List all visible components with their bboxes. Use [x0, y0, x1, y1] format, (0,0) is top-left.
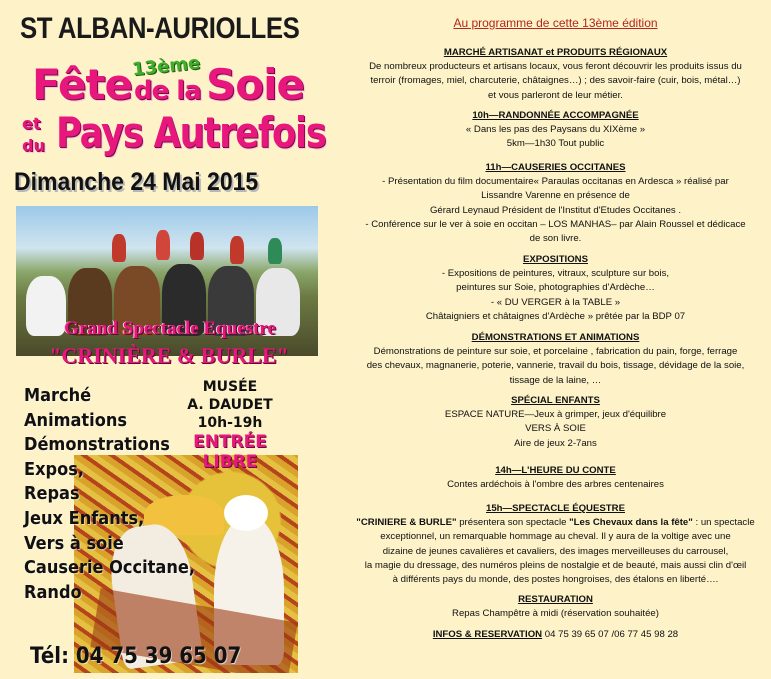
soie-word: Soie — [206, 60, 304, 109]
infos-phone: 04 75 39 65 07 /06 77 45 98 28 — [542, 629, 679, 640]
town-name: ST ALBAN-AURIOLLES — [20, 12, 300, 45]
section-line: exceptionnel, un remarquable hommage au cheval. Il y aura de la voltige avec une — [380, 531, 731, 543]
poster-panel — [0, 0, 335, 679]
section-line: 5km—1h30 Tout public — [506, 138, 605, 150]
section-line — [340, 516, 771, 530]
section-rando — [340, 109, 771, 152]
activity-item: Repas — [24, 483, 80, 505]
activity-item: Causerie Occitane, — [24, 557, 196, 579]
section-expositions — [340, 253, 771, 324]
spectacle-title: Grand Spectacle Equestre — [64, 318, 276, 339]
section-line: Repas Champêtre à midi (réservation souhaitée) — [452, 608, 659, 620]
musee-line: A. DAUDET — [187, 397, 273, 413]
section-demonstrations — [340, 331, 771, 388]
activity-item: Jeux Enfants, — [24, 507, 145, 529]
section-line: - Présentation du film documentaire« Paraulas occitanas en Ardesca » réalisé par — [382, 176, 729, 188]
section-line: Contes ardéchois à l'ombre des arbres centenaires — [447, 479, 664, 491]
section-line: De nombreux producteurs et artisans locaux, vous feront découvrir les produits issus du — [369, 61, 742, 73]
activity-item: Animations — [24, 409, 128, 431]
section-line: et vous parleront de leur métier. — [488, 89, 623, 101]
section-line: Démonstrations de peinture sur soie, et porcelaine , fabrication du pain, forge, ferrage — [373, 346, 738, 358]
du-word: du — [22, 136, 45, 155]
section-enfants — [340, 394, 771, 451]
infos-line — [340, 628, 771, 642]
section-line: - Expositions de peintures, vitraux, sculpture sur bois, — [441, 268, 670, 280]
phone-number: Tél: 04 75 39 65 07 — [30, 644, 242, 669]
section-line: Gérard Leynaud Président de l'Institut d'Etudes Occitanes . — [429, 204, 682, 216]
entree-libre — [180, 432, 280, 472]
date-prefix: Dimanche — [14, 168, 124, 196]
section-line: des chevaux, magnanerie, poterie, vannerie, travail du bois, tissage, dévidage de la soie, — [366, 360, 745, 372]
activity-item: Expos, — [24, 458, 85, 480]
fete-word: Fête — [32, 60, 133, 109]
section-restauration — [340, 593, 771, 621]
musee-line: MUSÉE — [202, 379, 258, 395]
section-line: à différents pays du monde, des postes hongroises, des étalons en liberté…. — [392, 574, 719, 586]
musee-info — [180, 378, 280, 432]
de-la-words: de la — [134, 76, 201, 106]
section-equestre — [340, 502, 771, 587]
section-heading: SPÉCIAL ENFANTS — [511, 395, 600, 406]
equestre-text: : un spectacle — [692, 517, 755, 529]
section-line: peintures sur Soie, photographies d'Ardèche… — [456, 282, 655, 294]
section-line: Lissandre Varenne en présence de — [481, 190, 630, 202]
section-causeries — [340, 161, 771, 246]
section-infos — [340, 628, 771, 642]
section-heading: 11h—CAUSERIES OCCITANES — [485, 162, 626, 173]
section-line: ESPACE NATURE—Jeux à grimper, jeux d'équilibre — [444, 409, 667, 421]
pays-autrefois: Pays Autrefois — [56, 108, 326, 157]
section-heading: 14h—L'HEURE DU CONTE — [495, 465, 616, 476]
section-line: VERS À SOIE — [525, 423, 586, 435]
section-line: dizaine de jeunes cavalières et cavaliers, des images merveilleuses du carrousel, — [382, 545, 729, 557]
section-line: - « DU VERGER à la TABLE » — [490, 296, 621, 308]
program-panel — [340, 0, 771, 679]
section-line: Châtaigniers et châtaignes d'Ardèche » prêtée par la BDP 07 — [425, 310, 686, 322]
section-heading: DÉMONSTRATIONS ET ANIMATIONS — [471, 332, 640, 343]
section-line: terroir (fromages, miel, charcuterie, châtaignes…) ; des savoir-faire (cuir, bois, métal…) — [370, 75, 741, 87]
activity-item: Marché — [24, 385, 92, 406]
show-title: "Les Chevaux dans la fête" — [569, 517, 693, 529]
section-heading: MARCHÉ ARTISANAT et PRODUITS RÉGIONAUX — [443, 47, 668, 58]
section-heading: EXPOSITIONS — [522, 254, 589, 265]
equestre-text: présentera son spectacle — [456, 517, 570, 529]
section-line: de son livre. — [529, 233, 582, 245]
section-heading: INFOS & RESERVATION — [432, 629, 543, 640]
activity-item: Rando — [24, 581, 82, 603]
entree-line: LIBRE — [202, 452, 258, 472]
activity-item: Vers à soie — [24, 532, 124, 554]
section-heading: RESTAURATION — [518, 594, 593, 605]
section-line: Aire de jeux 2-7ans — [514, 437, 597, 449]
section-heading: 10h—RANDONNÉE ACCOMPAGNÉE — [472, 110, 639, 121]
section-line: - Conférence sur le ver à soie en occitan – LOS MANHAS– par Alain Roussel et dédicace — [365, 218, 746, 230]
program-title: Au programme de cette 13ème édition — [453, 16, 658, 30]
event-date — [14, 168, 258, 197]
date-main: 24 Mai 2015 — [130, 168, 259, 196]
troupe-ref: "CRINIERE & BURLE" — [356, 517, 457, 529]
et-word: et — [22, 114, 41, 133]
section-line: la magie du dressage, des numéros pleins de nostalgie et de beauté, mais aussi clin d'œil — [364, 559, 747, 571]
section-marche — [340, 46, 771, 103]
section-heading: 15h—SPECTACLE ÉQUESTRE — [486, 503, 625, 514]
section-conte — [340, 464, 771, 492]
section-line: tissage de la laine, … — [509, 374, 602, 386]
entree-line: ENTRÉE — [193, 432, 267, 452]
section-line: « Dans les pas des Paysans du XIXème » — [465, 124, 646, 136]
musee-line: 10h-19h — [197, 415, 263, 431]
troupe-name: "CRINIÈRE & BURLE" — [49, 343, 289, 368]
activity-item: Démonstrations — [24, 434, 170, 456]
edition-badge: 13ème — [131, 52, 202, 81]
